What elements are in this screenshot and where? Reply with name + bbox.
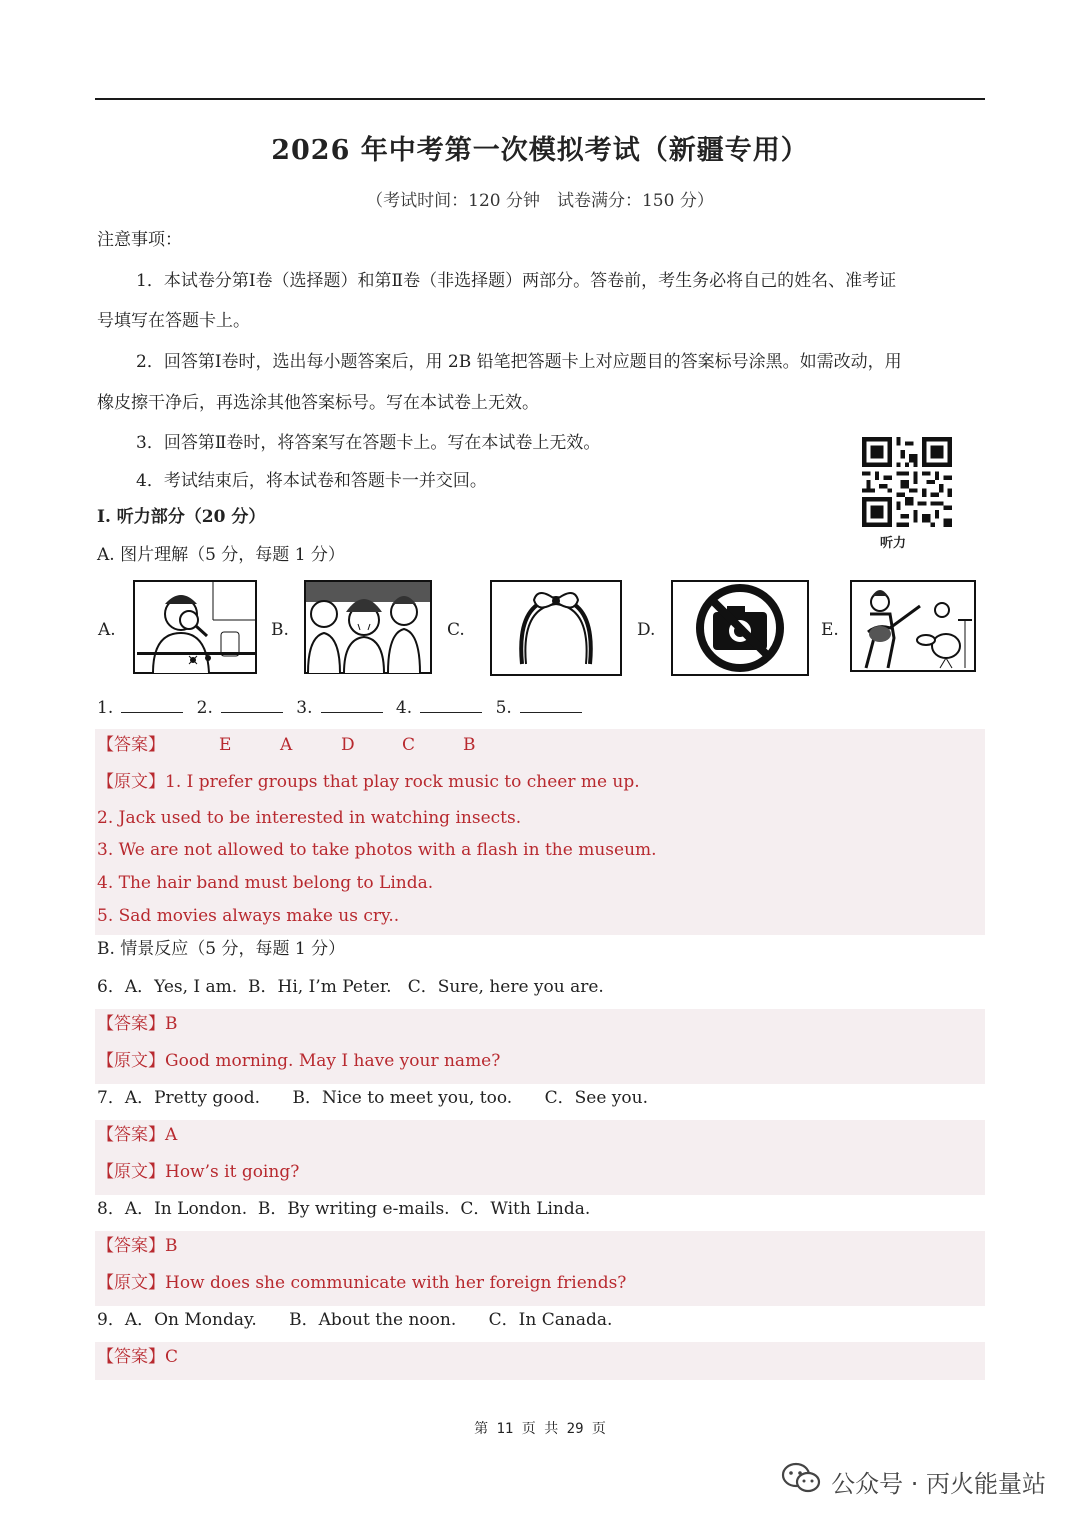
part-b-title: B. 情景反应（5 分，每题 1 分）	[97, 939, 346, 959]
exam-title: 2026 年中考第一次模拟考试（新疆专用）	[271, 135, 809, 166]
picture-label-d: D.	[637, 620, 656, 640]
wechat-icon	[781, 1462, 821, 1500]
answer-6: 【答案】B	[97, 1014, 178, 1034]
answer-blank-1[interactable]	[121, 698, 183, 713]
crying-audience-icon	[304, 580, 432, 674]
section-listening-title: I. 听力部分（20 分）	[97, 507, 266, 527]
blank-label-5: 5.	[495, 698, 512, 718]
watermark-text: 公众号 · 丙火能量站	[831, 1469, 1046, 1498]
answer-9: 【答案】C	[97, 1347, 179, 1367]
notice-item-2: 2．回答第Ⅰ卷时，选出每小题答案后，用 2B 铅笔把答题卡上对应题目的答案标号涂黑。如需改动，用	[136, 352, 902, 372]
answer-block-9	[95, 1342, 985, 1380]
transcript-a-line-2: 2. Jack used to be interested in watching insects.	[97, 808, 522, 828]
page-number: 第 11 页 共 29 页	[474, 1421, 606, 1437]
answer-block-7	[95, 1120, 985, 1195]
transcript-7: 【原文】How’s it going?	[97, 1162, 300, 1182]
boy-magnifier-insects-icon	[133, 580, 257, 674]
rock-band-icon	[850, 580, 976, 672]
transcript-8: 【原文】How does she communicate with her foreign friends?	[97, 1273, 627, 1293]
question-6: 6．A．Yes, I am. B．Hi, I’m Peter. C．Sure, here you are.	[97, 977, 604, 997]
answer-a-tag: 【答案】	[97, 735, 165, 755]
notice-item-4: 4．考试结束后，将本试卷和答题卡一并交回。	[136, 471, 487, 491]
answer-letter-4: C	[402, 735, 416, 755]
answer-block-6	[95, 1009, 985, 1084]
answer-blank-4[interactable]	[420, 698, 482, 713]
answer-block-8	[95, 1231, 985, 1306]
transcript-a-line-3: 3. We are not allowed to take photos with a flash in the museum.	[97, 840, 657, 860]
part-a-title: A. 图片理解（5 分，每题 1 分）	[97, 545, 345, 565]
qr-code-icon[interactable]	[862, 437, 952, 527]
picture-label-a: A.	[98, 620, 116, 640]
notice-heading: 注意事项：	[97, 230, 182, 250]
watermark	[781, 1462, 1046, 1500]
answer-blanks	[97, 697, 590, 719]
answer-letter-2: A	[280, 735, 293, 755]
hair-band-icon	[490, 580, 622, 676]
blank-label-1: 1.	[97, 698, 114, 718]
notice-item-1-cont: 号填写在答题卡上。	[97, 311, 250, 331]
picture-label-c: C.	[447, 620, 465, 640]
qr-label: 听力	[880, 536, 907, 551]
answer-blank-5[interactable]	[520, 698, 582, 713]
question-9: 9．A．On Monday. B．About the noon. C．In Canada.	[97, 1310, 613, 1330]
header-rule	[95, 98, 985, 100]
transcript-a-line-1: 【原文】1. I prefer groups that play rock music to cheer me up.	[97, 772, 640, 792]
notice-item-2-cont: 橡皮擦干净后，再选涂其他答案标号。写在本试卷上无效。	[97, 393, 539, 413]
notice-item-3: 3．回答第Ⅱ卷时，将答案写在答题卡上。写在本试卷上无效。	[136, 433, 601, 453]
transcript-a-line-4: 4. The hair band must belong to Linda.	[97, 873, 434, 893]
blank-label-3: 3.	[296, 698, 313, 718]
blank-label-2: 2.	[196, 698, 213, 718]
exam-subtitle: （考试时间：120 分钟 试卷满分：150 分）	[366, 191, 714, 211]
transcript-6: 【原文】Good morning. May I have your name?	[97, 1051, 501, 1071]
picture-label-e: E.	[821, 620, 839, 640]
transcript-a-tag: 【原文】	[97, 772, 165, 792]
answer-letter-3: D	[341, 735, 355, 755]
no-flash-camera-icon	[671, 580, 809, 676]
answer-letter-5: B	[463, 735, 476, 755]
answer-letter-1: E	[219, 735, 232, 755]
answer-blank-2[interactable]	[221, 698, 283, 713]
question-7: 7．A．Pretty good. B．Nice to meet you, too. C．See you.	[97, 1088, 648, 1108]
notice-item-1: 1．本试卷分第Ⅰ卷（选择题）和第Ⅱ卷（非选择题）两部分。答卷前，考生务必将自己的姓名、准考证	[136, 271, 897, 291]
picture-label-b: B.	[271, 620, 289, 640]
transcript-a-line-5: 5. Sad movies always make us cry..	[97, 906, 400, 926]
blank-label-4: 4.	[395, 698, 413, 718]
answer-7: 【答案】A	[97, 1125, 178, 1145]
answer-8: 【答案】B	[97, 1236, 178, 1256]
question-8: 8．A．In London. B．By writing e-mails. C．With Linda.	[97, 1199, 591, 1219]
answer-blank-3[interactable]	[321, 698, 383, 713]
